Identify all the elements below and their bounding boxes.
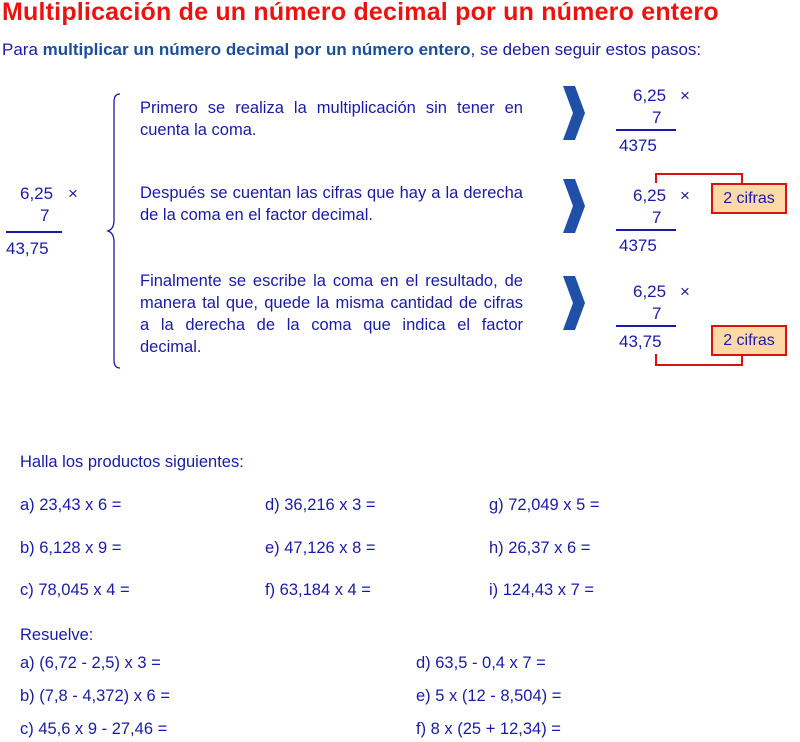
step-3-badge: 2 cifras <box>711 325 787 356</box>
product-item: e) 47,126 x 8 = <box>265 539 376 557</box>
step-2-factor2: 7 <box>652 208 662 227</box>
intro-text <box>2 40 701 60</box>
resuelve-item: d) 63,5 - 0,4 x 7 = <box>416 654 546 672</box>
step-2-text: Después se cuentan las cifras que hay a la derecha de la coma en el factor decimal. <box>140 184 523 224</box>
main-factor2: 7 <box>40 206 50 225</box>
main-times: × <box>68 184 78 203</box>
page-title: Multiplicación de un número decimal por un número entero <box>2 0 719 26</box>
product-item: d) 36,216 x 3 = <box>265 496 376 514</box>
resuelve-item: f) 8 x (25 + 12,34) = <box>416 720 561 738</box>
product-item: b) 6,128 x 9 = <box>20 539 122 557</box>
main-result: 43,75 <box>6 239 49 258</box>
step-2-bracket-top <box>655 173 743 175</box>
product-item: i) 124,43 x 7 = <box>489 581 595 599</box>
step-3-text: Finalmente se escribe la coma en el resultado, de manera tal que, quede la misma cantidad de cifras a la derecha de la coma que indica el factor decimal. <box>140 272 523 356</box>
product-item: c) 78,045 x 4 = <box>20 581 130 599</box>
resuelve-item: a) (6,72 - 2,5) x 3 = <box>20 654 161 672</box>
step-3-bracket-bottom <box>655 364 743 366</box>
products-heading: Halla los productos siguientes: <box>20 453 244 471</box>
product-item: a) 23,43 x 6 = <box>20 496 122 514</box>
step-3-line <box>616 325 676 327</box>
step-2-badge: 2 cifras <box>711 183 787 214</box>
arrow-right-icon <box>561 274 585 332</box>
brace-icon <box>104 92 124 370</box>
step-2-factor1: 6,25 <box>633 186 667 205</box>
product-item: h) 26,37 x 6 = <box>489 539 591 557</box>
step-3-result: 43,75 <box>619 332 662 351</box>
main-factor1: 6,25 <box>20 184 54 203</box>
resuelve-heading: Resuelve: <box>20 626 94 644</box>
product-item: g) 72,049 x 5 = <box>489 496 600 514</box>
step-1-text: Primero se realiza la multiplicación sin tener en cuenta la coma. <box>140 99 523 139</box>
step-3-factor1: 6,25 <box>633 282 667 301</box>
arrow-right-icon <box>561 84 585 142</box>
step-2-bracket-left <box>655 173 657 183</box>
step-3-times: × <box>680 282 690 301</box>
step-1-factor2: 7 <box>652 108 662 127</box>
arrow-right-icon <box>561 177 585 235</box>
main-line <box>6 231 62 233</box>
step-1-result: 4375 <box>619 136 657 155</box>
resuelve-item: b) (7,8 - 4,372) x 6 = <box>20 687 170 705</box>
step-2-result: 4375 <box>619 236 657 255</box>
step-1-factor1: 6,25 <box>633 86 667 105</box>
intro-post: , se deben seguir estos pasos: <box>470 40 702 59</box>
step-2-times: × <box>680 186 690 205</box>
step-1-line <box>616 129 676 131</box>
step-1-times: × <box>680 86 690 105</box>
step-3-factor2: 7 <box>652 304 662 323</box>
step-2-bracket-right <box>741 173 743 183</box>
product-item: f) 63,184 x 4 = <box>265 581 371 599</box>
resuelve-item: c) 45,6 x 9 - 27,46 = <box>20 720 168 738</box>
resuelve-item: e) 5 x (12 - 8,504) = <box>416 687 562 705</box>
step-2-line <box>616 229 676 231</box>
intro-strong: multiplicar un número decimal por un número entero <box>42 40 471 59</box>
intro-pre: Para <box>2 40 43 59</box>
